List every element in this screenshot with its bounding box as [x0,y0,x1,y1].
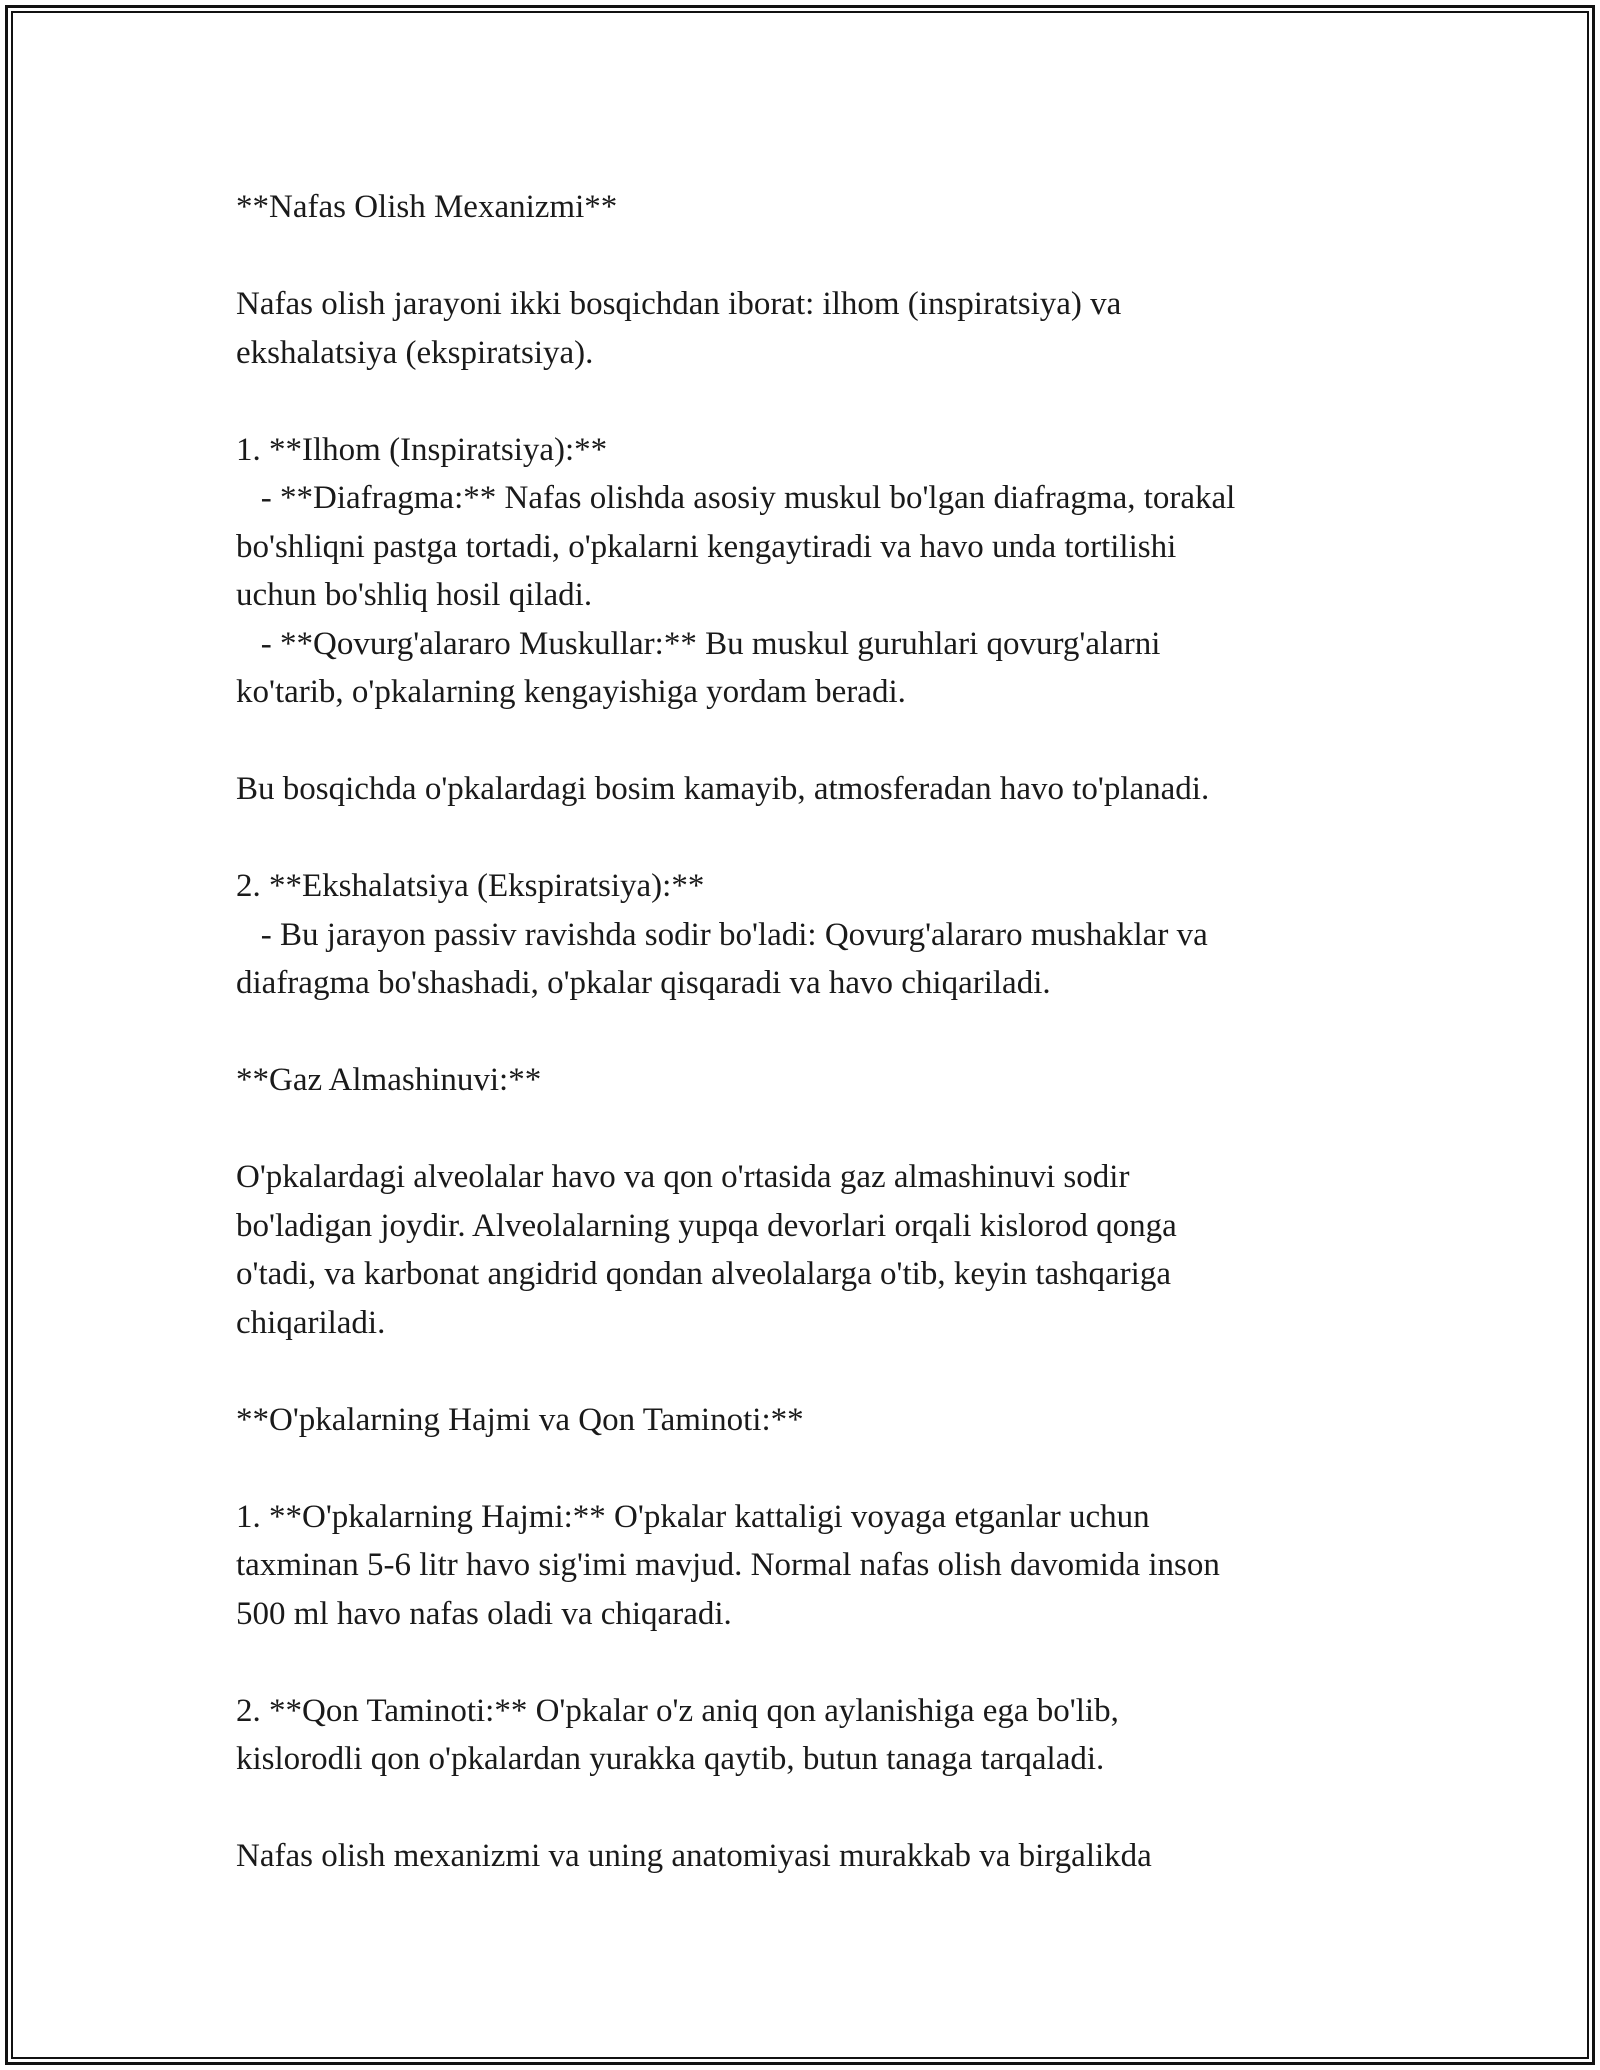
section-heading: 2. **Ekshalatsiya (Ekspiratsiya):** [236,868,705,904]
blank-line [236,1444,1366,1493]
list-item-line: diafragma bo'shashadi, o'pkalar qisqaradi va havo chiqariladi. [236,965,1051,1001]
list-item-line: - **Qovurg'alararo Muskullar:** Bu muskul guruhlari qovurg'alarni [236,625,1161,662]
blank-line [236,1638,1366,1687]
blank-line [236,232,1366,281]
list-item-line: ko'tarib, o'pkalarning kengayishiga yordam beradi. [236,674,906,710]
document-body [236,183,1366,1881]
blank-line [236,1347,1366,1396]
section-heading: **O'pkalarning Hajmi va Qon Taminoti:** [236,1401,804,1438]
paragraph-line: chiqariladi. [236,1304,386,1341]
blank-line [236,377,1366,426]
list-item-line: - **Diafragma:** Nafas olishda asosiy muskul bo'lgan diafragma, torakal [236,480,1236,516]
list-item-line: 1. **O'pkalarning Hajmi:** O'pkalar kattaligi voyaga etganlar uchun [236,1498,1150,1535]
section-heading: 1. **Ilhom (Inspiratsiya):** [236,431,608,468]
blank-line [236,717,1366,766]
paragraph-line: bo'ladigan joydir. Alveolalarning yupqa devorlari orqali kislorod qonga [236,1207,1177,1244]
blank-line [236,1784,1366,1833]
list-item-line: kislorodli qon o'pkalardan yurakka qaytib, butun tanaga tarqaladi. [236,1741,1105,1777]
list-item-line: bo'shliqni pastga tortadi, o'pkalarni kengaytiradi va havo unda tortilishi [236,528,1177,565]
paragraph-line: Bu bosqichda o'pkalardagi bosim kamayib, atmosferadan havo to'planadi. [236,771,1210,807]
list-item-line: 500 ml havo nafas oladi va chiqaradi. [236,1595,732,1632]
paragraph-line: Nafas olish jarayoni ikki bosqichdan iborat: ilhom (inspiratsiya) va [236,286,1122,322]
document-title: **Nafas Olish Mexanizmi** [236,189,618,225]
blank-line [236,814,1366,863]
paragraph-line: Nafas olish mexanizmi va uning anatomiyasi murakkab va birgalikda [236,1838,1152,1874]
list-item-line: - Bu jarayon passiv ravishda sodir bo'ladi: Qovurg'alararo mushaklar va [236,916,1208,953]
paragraph-line: O'pkalardagi alveolalar havo va qon o'rtasida gaz almashinuvi sodir [236,1159,1130,1195]
section-heading: **Gaz Almashinuvi:** [236,1062,542,1098]
paragraph-line: ekshalatsiya (ekspiratsiya). [236,334,594,371]
paragraph-line: o'tadi, va karbonat angidrid qondan alveolalarga o'tib, keyin tashqariga [236,1256,1171,1292]
list-item-line: taxminan 5-6 litr havo sig'imi mavjud. Normal nafas olish davomida inson [236,1547,1220,1583]
blank-line [236,1105,1366,1154]
list-item-line: 2. **Qon Taminoti:** O'pkalar o'z aniq qon aylanishiga ega bo'lib, [236,1692,1119,1729]
list-item-line: uchun bo'shliq hosil qiladi. [236,577,593,613]
blank-line [236,1008,1366,1057]
